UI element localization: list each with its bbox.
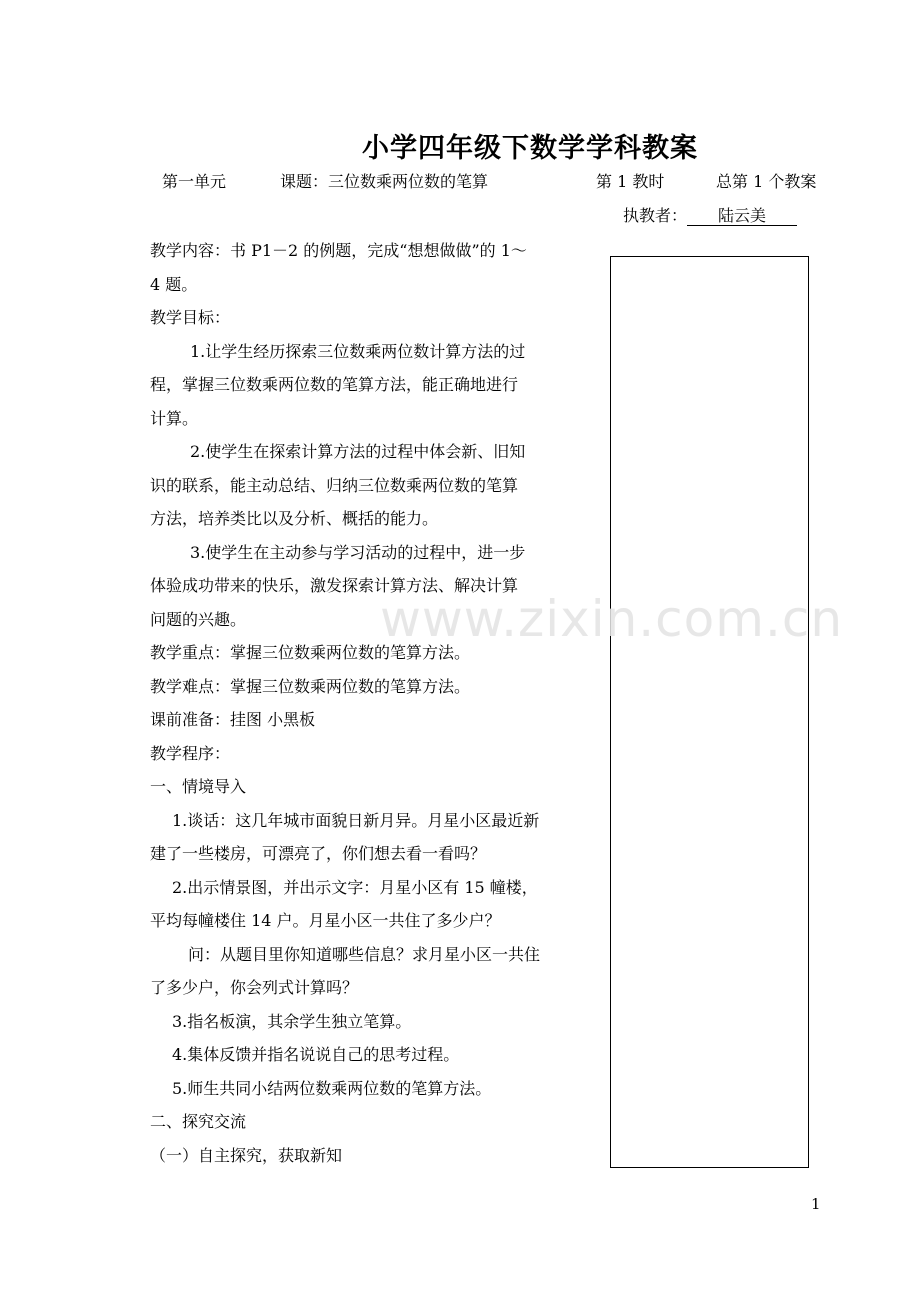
text-line: 识的联系，能主动总结、归纳三位数乘两位数的笔算 (150, 475, 519, 495)
text-line: 一、情境导入 (150, 777, 247, 796)
plan-number-label: 总第 1 个教案 (716, 172, 817, 191)
unit-label: 第一单元 (162, 172, 227, 191)
text-line: 2.使学生在探索计算方法的过程中体会新、旧知 (190, 442, 526, 461)
text-line: 方法，培养类比以及分析、概括的能力。 (150, 509, 439, 528)
text-line: 了多少户，你会列式计算吗？ (150, 978, 359, 997)
teacher-label: 执教者： (623, 206, 688, 225)
period-label: 第 1 教时 (596, 172, 665, 191)
text-line: 教学目标： (150, 308, 231, 327)
teacher-name: 陆云美 (687, 207, 797, 226)
text-line: 问：从题目里你知道哪些信息？求月星小区一共住 (188, 944, 541, 964)
watermark: www.zixin.com.cn (380, 590, 844, 648)
text-line: （一）自主探究，获取新知 (150, 1145, 343, 1165)
text-line: 3.指名板演，其余学生独立笔算。 (172, 1011, 412, 1031)
text-line: 4 题。 (150, 274, 198, 294)
text-line: 问题的兴趣。 (150, 609, 247, 629)
lesson-body (150, 234, 600, 1172)
text-line: 2.出示情景图，并出示文字：月星小区有 15 幢楼， (172, 877, 538, 897)
text-line: 教学程序： (150, 743, 231, 763)
notes-box (610, 256, 809, 1168)
text-line: 教学重点：掌握三位数乘两位数的笔算方法。 (150, 643, 471, 662)
text-line: 1.让学生经历探索三位数乘两位数计算方法的过 (190, 341, 526, 361)
text-line: 体验成功带来的快乐，激发探索计算方法、解决计算 (150, 576, 519, 595)
text-line: 建了一些楼房，可漂亮了，你们想去看一看吗？ (150, 844, 487, 863)
page-title: 小学四年级下数学学科教案 (362, 133, 698, 164)
text-line: 5.师生共同小结两位数乘两位数的笔算方法。 (172, 1078, 492, 1098)
text-line: 教学难点：掌握三位数乘两位数的笔算方法。 (150, 676, 471, 696)
text-line: 3.使学生在主动参与学习活动的过程中，进一步 (190, 542, 526, 562)
text-line: 1.谈话：这几年城市面貌日新月异。月星小区最近新 (172, 810, 540, 830)
text-line: 二、探究交流 (150, 1112, 247, 1131)
text-line: 课前准备：挂图 小黑板 (150, 710, 316, 729)
text-line: 4.集体反馈并指名说说自己的思考过程。 (172, 1045, 460, 1064)
teacher-line (623, 203, 797, 226)
text-line: 程，掌握三位数乘两位数的笔算方法，能正确地进行 (150, 375, 519, 394)
topic-label: 课题：三位数乘两位数的笔算 (280, 172, 489, 191)
text-line: 计算。 (150, 408, 199, 428)
text-line: 平均每幢楼住 14 户。月星小区一共住了多少户？ (150, 911, 501, 930)
text-line: 教学内容：书 P1－2 的例题，完成“想想做做”的 1～ (150, 241, 527, 260)
page-number: 1 (811, 1195, 821, 1213)
